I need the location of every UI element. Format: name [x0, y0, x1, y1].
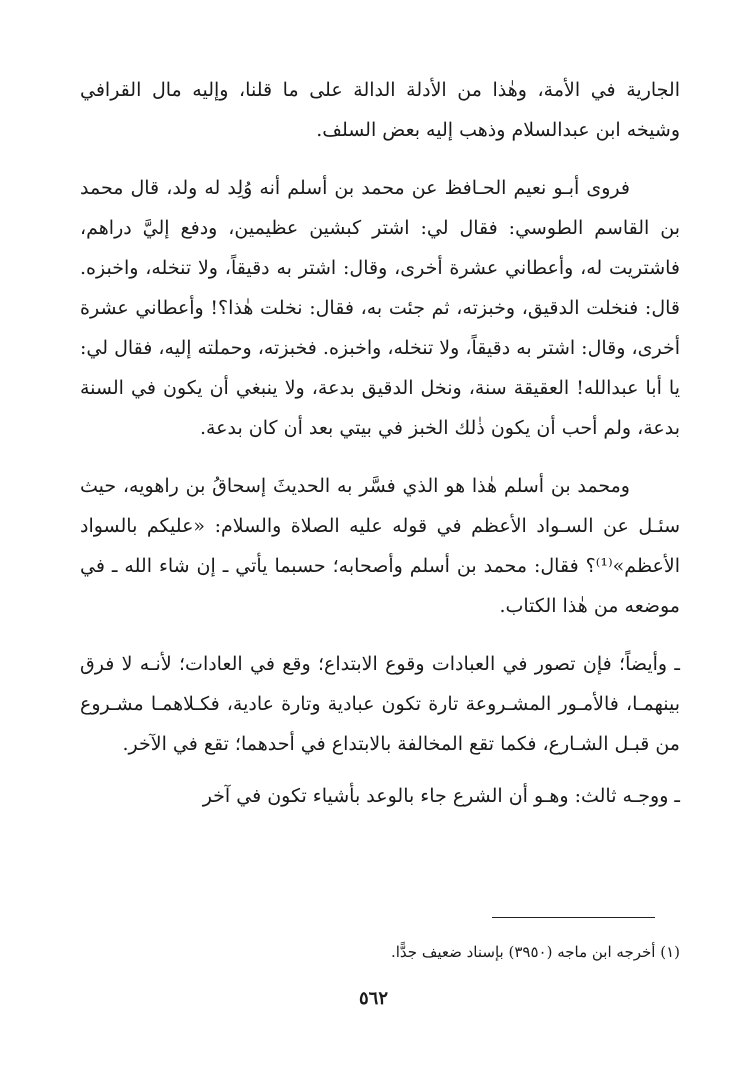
- paragraph-1: الجارية في الأمة، وهٰذا من الأدلة الدالة على ما قلنا، وإليه مال القرافي وشيخه ابن عبدالسلام وذهب إليه بعض السلف.: [80, 79, 680, 141]
- footnote: (١) أخرجه ابن ماجه (٣٩٥٠) بإسناد ضعيف جدًّا.: [390, 943, 680, 961]
- paragraph-2: فروى أبـو نعيم الحـافظ عن محمد بن أسلم أنه وُلِد له ولد، قال محمد بن القاسم الطوسي: فقال لي: اشتر كبشين عظيمين، ودفع إليَّ دراهم، فاشتريت له، وأعطاني عشرة أخرى، وقال: اشتر به دقيقاً، ولا تنخله، واخبزه. قال: فنخلت الدقيق، وخبزته، ثم جئت به، فقال: نخلت هٰذا؟! وأعطاني عشرة أخرى، وقال: اشتر به دقيقاً، ولا تنخله، واخبزه. فخبزته، وحملته إليه، فقال لي: يا أبا عبدالله! العقيقة سنة، ونخل الدقيق بدعة، ولا ينبغي أن يكون في السنة بدعة، ولم أحب أن يكون ذٰلك الخبز في بيتي بعد أن كان بدعة.: [80, 177, 680, 439]
- page-body: [80, 70, 680, 828]
- paragraph-5: ـ ووجـه ثالث: وهـو أن الشرع جاء بالوعد بأشياء تكون في آخر: [202, 785, 680, 807]
- page-number: ٥٦٢: [358, 988, 388, 1009]
- footnote-divider: [492, 917, 655, 918]
- paragraph-4: ـ وأيضاً؛ فإن تصور في العبادات وقوع الابتداع؛ وقع في العادات؛ لأنـه لا فرق بينهمـا، فالأمـور المشـروعة تارة تكون عبادية وتارة عادية، فكـلاهمـا مشـروع من قبـل الشـارع، فكما تقع المخالفة بالابتداع في أحدهما؛ تقع في الآخر.: [80, 653, 680, 755]
- paragraph-3: ومحمد بن أسلم هٰذا هو الذي فسَّر به الحديثَ إسحاقُ بن راهويه، حيث سئـل عن السـواد الأعظم في قوله عليه الصلاة والسلام: «عليكم بالسواد الأعظم»⁽¹⁾؟ فقال: محمد بن أسلم وأصحابه؛ حسبما يأتي ـ إن شاء الله ـ في موضعه من هٰذا الكتاب.: [80, 475, 680, 617]
